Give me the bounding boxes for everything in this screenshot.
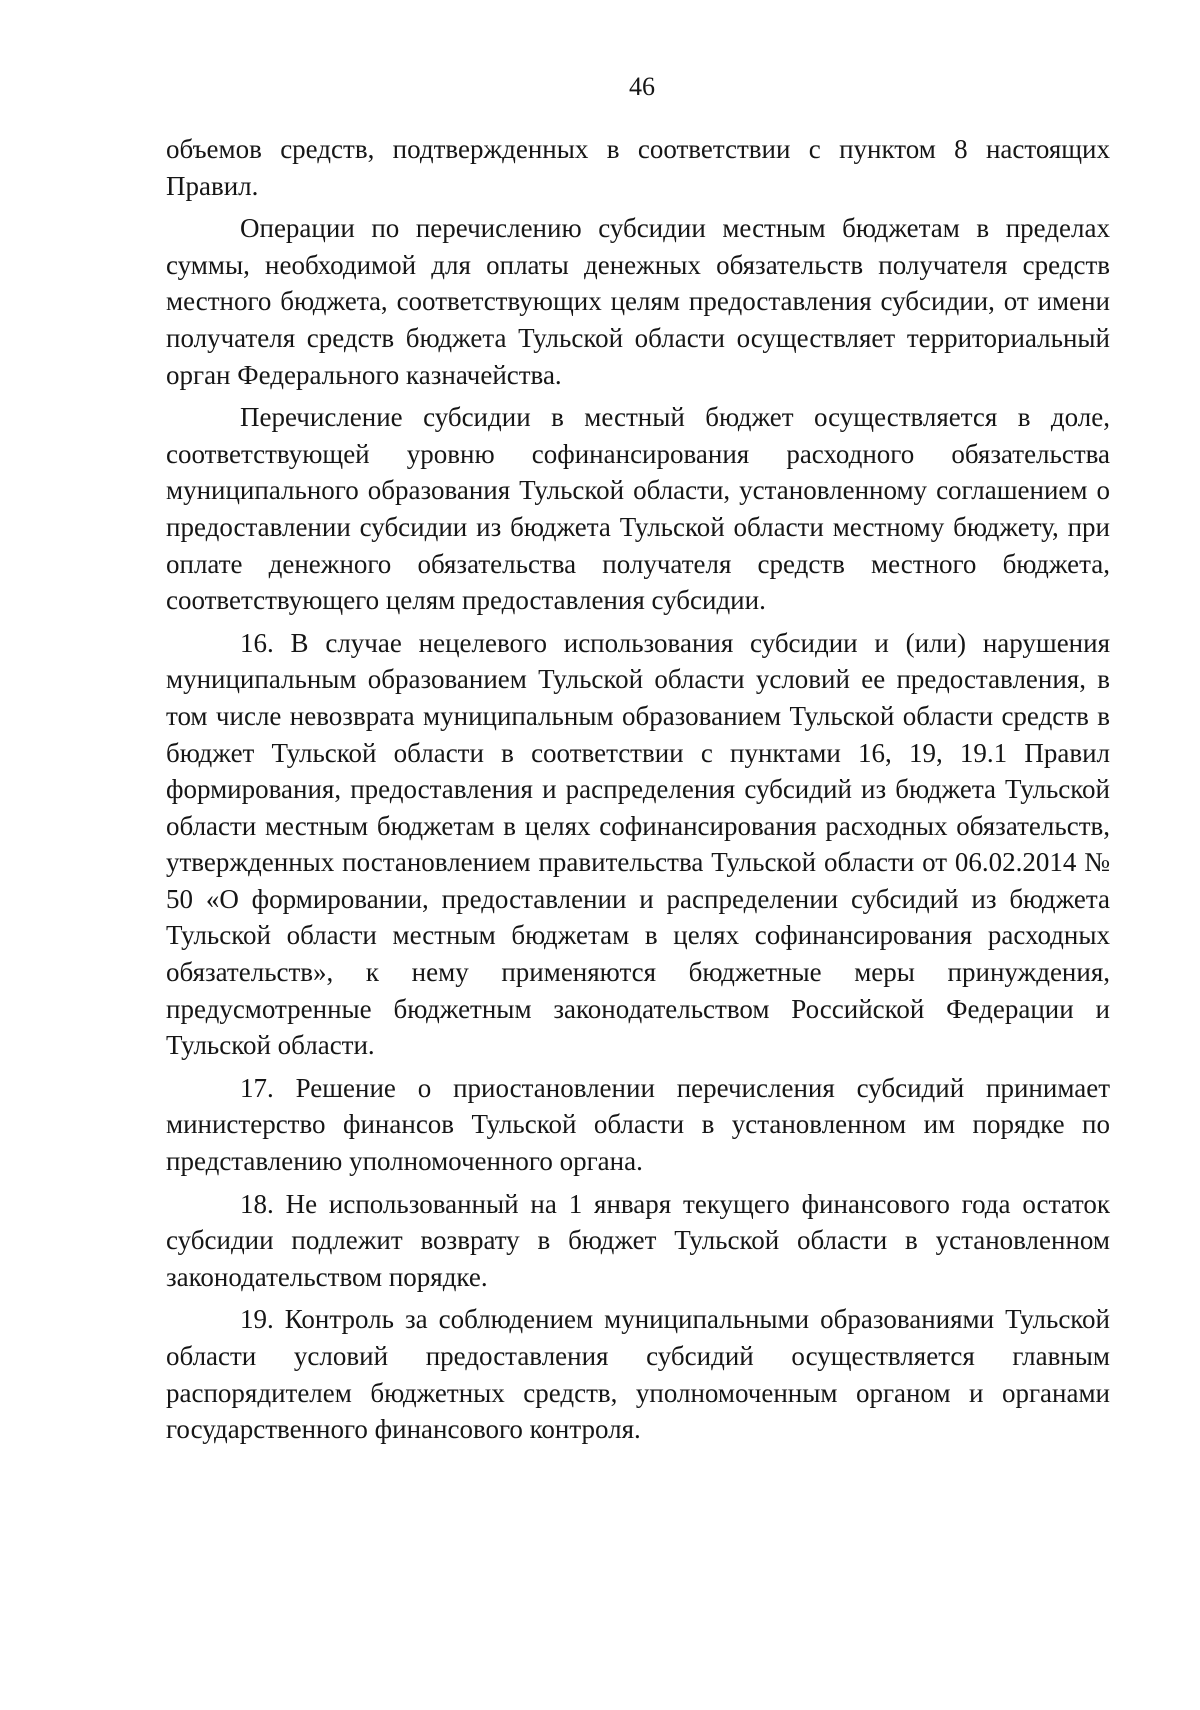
- paragraph-operations: Операции по перечислению субсидии местным бюджетам в пределах суммы, необходимой для оплаты денежных обязательств получателя средств местного бюджета, соответствующих целям предоставления субсидии, от имени получателя средств бюджета Тульской области осуществляет территориальный орган Федерального казначейства.: [166, 213, 1110, 390]
- page-number: 46: [629, 72, 655, 101]
- document-body: [166, 131, 1110, 1448]
- paragraph-transfer: Перечисление субсидии в местный бюджет осуществляется в доле, соответствующей уровню софинансирования расходного обязательства муниципального образования Тульской области, установленному соглашением о предоставлении субсидии из бюджета Тульской области местному бюджету, при оплате денежного обязательства получателя средств местного бюджета, соответствующего целям предоставления субсидии.: [166, 402, 1110, 616]
- paragraph-item-19: 19. Контроль за соблюдением муниципальными образованиями Тульской области условий предоставления субсидий осуществляется главным распорядителем бюджетных средств, уполномоченным органом и органами государственного финансового контроля.: [166, 1304, 1110, 1445]
- paragraph-item-17: 17. Решение о приостановлении перечисления субсидий принимает министерство финансов Тульской области в установленном им порядке по представлению уполномоченного органа.: [166, 1072, 1110, 1177]
- paragraph-item-18: 18. Не использованный на 1 января текущего финансового года остаток субсидии подлежит возврату в бюджет Тульской области в установленном законодательством порядке.: [166, 1188, 1110, 1292]
- paragraph-continuation: объемов средств, подтвержденных в соответствии с пунктом 8 настоящих Правил.: [166, 134, 1110, 201]
- paragraph-item-16: 16. В случае нецелевого использования субсидии и (или) нарушения муниципальным образованием Тульской области условий ее предоставления, в том числе невозврата муниципальным образованием Тульской области средств в бюджет Тульской области в соответствии с пунктами 16, 19, 19.1 Правил формирования, предоставления и распределения субсидий из бюджета Тульской области местным бюджетам в целях софинансирования расходных обязательств, утвержденных постановлением правительства Тульской области от 06.02.2014 № 50 «О формировании, предоставлении и распределении субсидий из бюджета Тульской области местным бюджетам в целях софинансирования расходных обязательств», к нему применяются бюджетные меры принуждения, предусмотренные бюджетным законодательством Российской Федерации и Тульской области.: [166, 627, 1110, 1061]
